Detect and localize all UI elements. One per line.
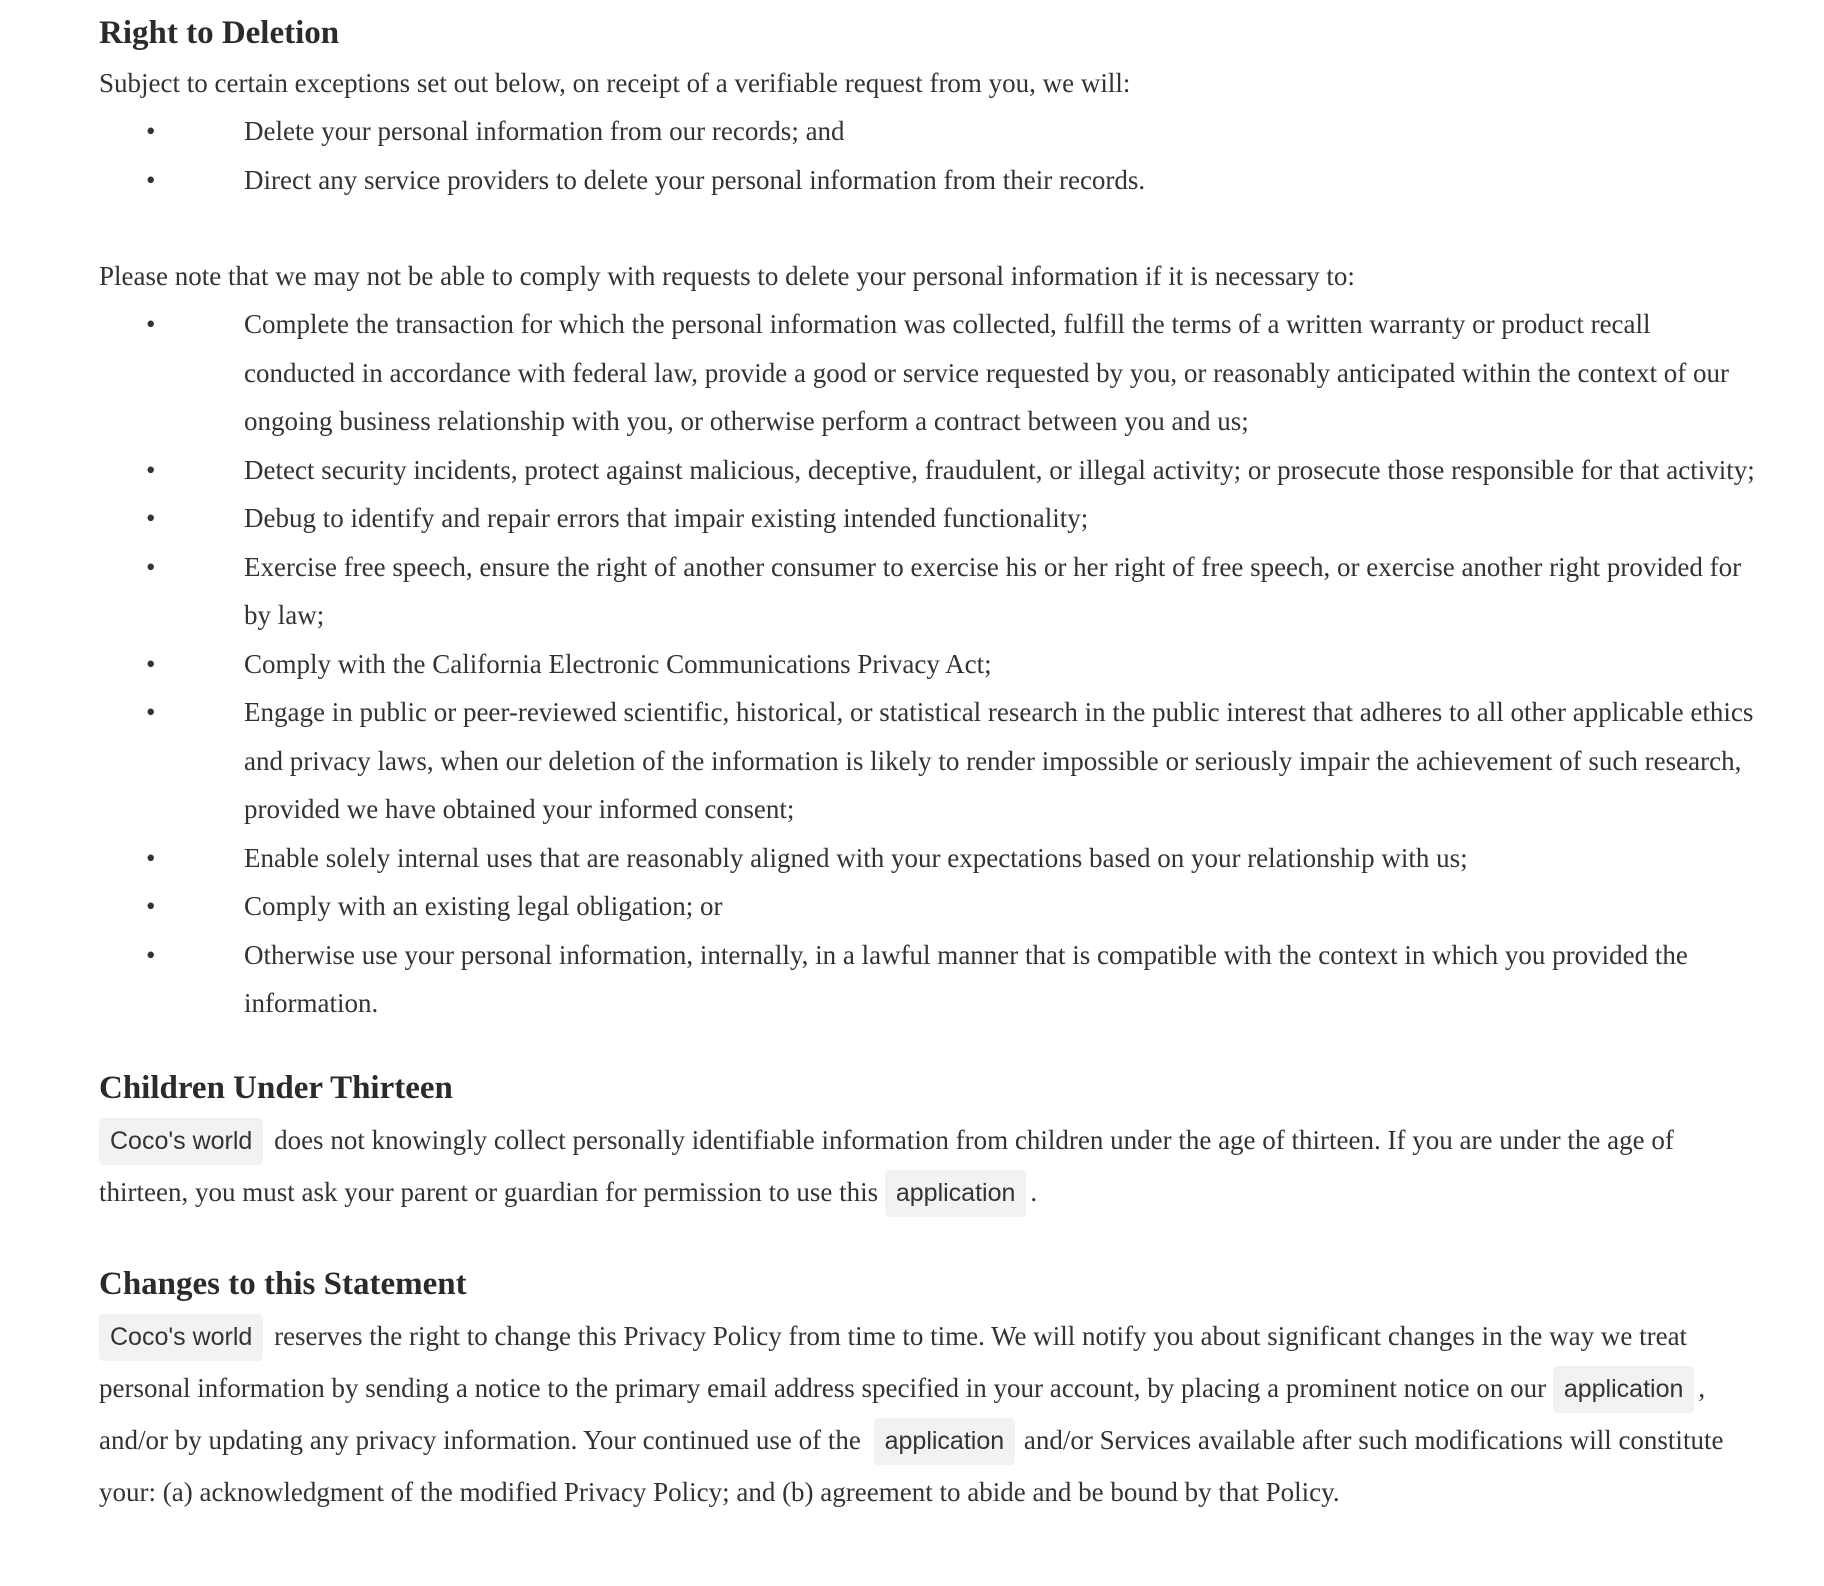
application-tag: application: [1553, 1366, 1695, 1413]
changes-text-2: , and/or by updating any privacy information. Your continued use of the: [99, 1372, 1706, 1455]
list-item: [99, 494, 1759, 543]
list-item-text: Direct any service providers to delete your personal information from their records.: [244, 164, 1146, 195]
list-item-text: Comply with an existing legal obligation; or: [244, 891, 723, 921]
list-item: [99, 640, 1759, 689]
list-item: [99, 834, 1759, 883]
list-item: [99, 156, 1759, 205]
list-item-text: Exercise free speech, ensure the right of another consumer to exercise his or her right of free speech, or exercise another right provided for by law;: [244, 551, 1742, 630]
children-under-thirteen-section: [99, 1066, 1759, 1218]
list-item-text: Engage in public or peer-reviewed scientific, historical, or statistical research in the public interest that adheres to all other applicable ethics and privacy laws, when our deletion of the information is likely to render impossible or seriously impair the achievement of such research, provided we have obtained your informed consent;: [244, 697, 1754, 824]
application-tag: application: [874, 1418, 1016, 1465]
deletion-actions-list: [99, 107, 1759, 204]
list-item: [99, 688, 1759, 834]
list-item: [99, 543, 1759, 640]
company-name-tag: Coco's world: [99, 1314, 263, 1361]
bullet-icon: •: [146, 116, 156, 146]
bullet-icon: •: [146, 551, 156, 582]
children-text-1: does not knowingly collect personally identifiable information from children under the age of thirteen. If you are under the age of thirteen, you must ask your parent or guardian for permission to use this: [99, 1124, 1674, 1207]
list-item-text: Enable solely internal uses that are reasonably aligned with your expectations based on your relationship with us;: [244, 842, 1468, 873]
children-text-2: .: [1030, 1176, 1038, 1207]
deletion-intro: Subject to certain exceptions set out below, on receipt of a verifiable request from you, we will:: [99, 68, 1131, 98]
list-item-text: Detect security incidents, protect against malicious, deceptive, fraudulent, or illegal activity; or prosecute those responsible for that activity;: [244, 454, 1755, 485]
bullet-icon: •: [146, 891, 156, 921]
deletion-exceptions-note: Please note that we may not be able to comply with requests to delete your personal information if it is necessary to:: [99, 261, 1355, 291]
changes-text-3: and/or Services available after such modifications will constitute your: (a) acknowledgment of the modified Privacy Policy; and (b) agreement to abide and be bound by that Policy.: [99, 1424, 1724, 1507]
list-item-text: Comply with the California Electronic Communications Privacy Act;: [244, 648, 992, 679]
list-item-text: Otherwise use your personal information, internally, in a lawful manner that is compatible with the context in which you provided the information.: [244, 939, 1688, 1018]
list-item-text: Complete the transaction for which the personal information was collected, fulfill the terms of a written warranty or product recall conducted in accordance with federal law, provide a good or service requested by you, or reasonably anticipated within the context of our ongoing business relationship with you, or otherwise perform a contract between you and us;: [244, 309, 1729, 436]
changes-paragraph: [99, 1310, 1759, 1518]
children-paragraph: [99, 1114, 1759, 1218]
bullet-icon: •: [146, 454, 156, 485]
application-tag: application: [885, 1170, 1027, 1217]
bullet-icon: •: [146, 697, 156, 727]
list-item: [99, 882, 1759, 931]
list-item-text: Delete your personal information from our records; and: [244, 116, 845, 146]
bullet-icon: •: [146, 164, 156, 195]
list-item: [99, 107, 1759, 156]
bullet-icon: •: [146, 309, 156, 339]
changes-heading: Changes to this Statement: [99, 1265, 467, 1302]
deletion-exceptions-list: [99, 300, 1759, 1028]
changes-to-statement-section: [99, 1262, 1759, 1518]
list-item: [99, 931, 1759, 1028]
children-heading: Children Under Thirteen: [99, 1069, 453, 1106]
company-name-tag: Coco's world: [99, 1118, 263, 1165]
bullet-icon: •: [146, 842, 156, 873]
list-item: [99, 446, 1759, 495]
bullet-icon: •: [146, 503, 156, 533]
list-item: [99, 300, 1759, 446]
bullet-icon: •: [146, 648, 156, 679]
changes-text-1: reserves the right to change this Privacy Policy from time to time. We will notify you about significant changes in the way we treat personal information by sending a notice to the primary email address specified in your account, by placing a prominent notice on our: [99, 1320, 1688, 1403]
list-item-text: Debug to identify and repair errors that impair existing intended functionality;: [244, 503, 1089, 533]
bullet-icon: •: [146, 939, 156, 970]
right-to-deletion-section: [99, 11, 1759, 1028]
right-to-deletion-heading: Right to Deletion: [99, 15, 340, 51]
